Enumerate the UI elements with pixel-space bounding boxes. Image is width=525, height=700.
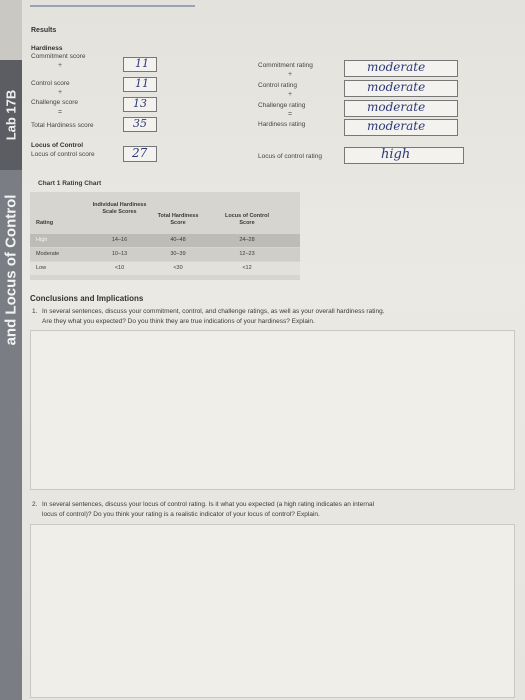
- lab-tab: [0, 60, 22, 170]
- challenge-rating-label: Challenge rating: [258, 102, 306, 109]
- control-score-value: 11: [135, 77, 149, 90]
- header-locus: Locus of Control Score: [225, 213, 269, 226]
- plus-sign-4: +: [288, 91, 293, 98]
- challenge-score-label: Challenge score: [31, 99, 78, 106]
- locus-rating-label: Locus of control rating: [258, 153, 322, 160]
- question-2-line-1: In several sentences, discuss your locus of control rating. Is it what you expected (a high rating indicates an internal: [42, 501, 375, 508]
- total-score-value: 35: [133, 117, 147, 130]
- locus-score-label: Locus of control score: [31, 151, 95, 158]
- hardiness-heading: Hardiness: [31, 45, 63, 52]
- commitment-rating-label: Commitment rating: [258, 62, 313, 69]
- challenge-rating-box[interactable]: [344, 100, 458, 117]
- chapter-band-label: and Locus of Control: [2, 194, 20, 346]
- control-score-label: Control score: [31, 80, 70, 87]
- table-row: [30, 262, 300, 275]
- individual-cell: 10–13: [111, 251, 128, 257]
- individual-cell: <10: [114, 265, 125, 271]
- locus-score-box[interactable]: [123, 146, 157, 162]
- side-margin: [0, 0, 22, 700]
- plus-sign-1: +: [58, 62, 63, 69]
- chart-title: Chart 1 Rating Chart: [38, 180, 102, 187]
- header-rating: Rating: [36, 220, 54, 226]
- question-2-number: 2.: [32, 501, 38, 508]
- header-rule: [30, 5, 195, 7]
- commitment-rating-value: moderate: [367, 60, 426, 74]
- hardiness-rating-label: Hardiness rating: [258, 121, 306, 128]
- locus-cell: 12–23: [239, 251, 255, 257]
- rating-cell: High: [36, 237, 48, 243]
- header-total: Total Hardiness Score: [157, 213, 199, 226]
- question-2-line-2: locus of control)? Do you think your rating is a realistic indicator of your locus of control? Explain.: [42, 511, 320, 518]
- commitment-score-label: Commitment score: [31, 53, 86, 60]
- conclusions-heading: Conclusions and Implications: [30, 294, 144, 303]
- challenge-score-value: 13: [133, 97, 147, 110]
- commitment-score-value: 11: [135, 57, 149, 70]
- commitment-score-box[interactable]: [123, 57, 157, 72]
- locus-rating-value: high: [381, 147, 411, 162]
- control-rating-label: Control rating: [258, 82, 298, 89]
- individual-cell: 14–16: [111, 237, 128, 243]
- plus-sign-3: +: [288, 71, 293, 78]
- locus-heading: Locus of Control: [31, 142, 83, 149]
- equals-sign: =: [58, 109, 63, 116]
- question-1-line-2: Are they what you expected? Do you think they are true indications of your hardiness? Explain.: [42, 318, 315, 325]
- challenge-score-box[interactable]: [123, 97, 157, 112]
- results-heading: Results: [31, 27, 57, 34]
- rating-cell: Moderate: [36, 251, 60, 257]
- question-1-number: 1.: [32, 308, 38, 315]
- lab-tab-label: Lab 17B: [3, 89, 19, 141]
- total-score-box[interactable]: [123, 117, 157, 132]
- locus-score-value: 27: [132, 146, 148, 160]
- hardiness-rating-box[interactable]: [344, 119, 458, 136]
- table-row: [30, 248, 300, 261]
- locus-cell: 24–28: [239, 237, 255, 243]
- rating-cell: Low: [36, 265, 47, 271]
- table-row: [30, 234, 300, 247]
- answer-box-2[interactable]: [30, 524, 515, 698]
- locus-cell: <12: [242, 265, 252, 271]
- locus-rating-box[interactable]: [344, 147, 464, 164]
- total-cell: 30–39: [170, 251, 186, 257]
- control-rating-box[interactable]: [344, 80, 458, 97]
- question-1-line-1: In several sentences, discuss your commitment, control, and challenge ratings, as well as your overall hardiness rating.: [42, 308, 385, 315]
- header-individual: Individual Hardiness Scale Scores: [92, 202, 147, 215]
- answer-box-1[interactable]: [30, 330, 515, 490]
- plus-sign-2: +: [58, 89, 63, 96]
- total-cell: <30: [173, 265, 183, 271]
- equals-sign-2: =: [288, 111, 293, 118]
- hardiness-rating-value: moderate: [367, 119, 426, 133]
- control-score-box[interactable]: [123, 77, 157, 92]
- control-rating-value: moderate: [367, 80, 426, 94]
- total-hardiness-label: Total Hardiness score: [31, 122, 94, 129]
- rating-chart: [30, 192, 300, 280]
- total-cell: 40–48: [170, 237, 186, 243]
- challenge-rating-value: moderate: [367, 100, 426, 114]
- commitment-rating-box[interactable]: [344, 60, 458, 77]
- chapter-band: [0, 170, 22, 700]
